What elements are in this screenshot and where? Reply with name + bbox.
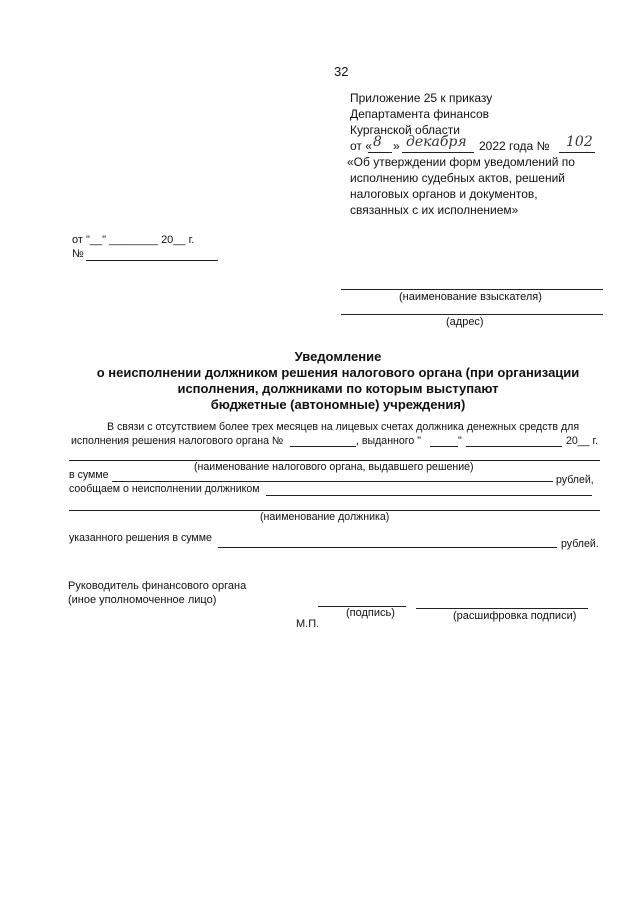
signature-decode-caption: (расшифровка подписи): [453, 610, 577, 622]
body-line1: В связи с отсутствием более трех месяцев на лицевых счетах должника денежных средств для: [107, 421, 580, 433]
body-line2-a: исполнения решения налогового органа №: [71, 435, 284, 447]
stamp-place: М.П.: [296, 618, 320, 630]
appendix-title-line2: исполнению судебных актов, решений: [350, 171, 565, 185]
handwritten-month: декабря: [406, 134, 467, 150]
heading-line2: о неисполнении должником решения налогового органа (при организации: [96, 365, 580, 380]
decision-number-line: [290, 446, 356, 447]
notify-label: сообщаем о неисполнении должником: [69, 483, 260, 495]
claimant-caption: (наименование взыскателя): [399, 291, 542, 303]
decision-sum-line: [218, 547, 557, 548]
order-number-underline: [559, 152, 595, 153]
appendix-title-line3: налоговых органов и документов,: [350, 187, 538, 201]
issue-day-line: [430, 446, 458, 447]
handwritten-order-number: 102: [566, 134, 593, 150]
signature-decode-line: [416, 608, 588, 609]
address-line: [341, 314, 603, 315]
appendix-title-line1: «Об утверждении форм уведомлений по: [347, 155, 575, 169]
appendix-quote-close: »: [393, 139, 400, 153]
handwritten-day: 8: [373, 134, 382, 150]
address-caption: (адрес): [446, 316, 484, 328]
day-underline: [368, 152, 392, 153]
body-line2-d: 20__ г.: [566, 435, 599, 447]
debtor-caption: (наименование должника): [260, 511, 390, 523]
appendix-line1: Приложение 25 к приказу: [350, 91, 493, 105]
tax-authority-caption: (наименование налогового органа, выдавшего решение): [194, 461, 474, 473]
sum-label: в сумме: [69, 469, 109, 481]
heading-line3: исполнения, должниками по которым выступают: [177, 381, 499, 396]
claimant-line: [341, 289, 603, 290]
signer-role-line2: (иное уполномоченное лицо): [68, 594, 217, 606]
decision-sum-label: указанного решения в сумме: [69, 532, 212, 544]
signature-caption: (подпись): [346, 607, 395, 619]
signer-role-line1: Руководитель финансового органа: [68, 580, 247, 592]
debtor-line-1: [266, 495, 592, 496]
heading-title: Уведомление: [294, 349, 382, 364]
outgoing-date: от "__" ________ 20__ г.: [72, 234, 195, 246]
appendix-line3: Курганской области: [350, 123, 460, 137]
sum-line: [112, 481, 553, 482]
outgoing-number-label: №: [72, 248, 84, 260]
heading-line4: бюджетные (автономные) учреждения): [210, 397, 466, 412]
body-line2-c: ": [458, 435, 462, 447]
appendix-title-line4: связанных с их исполнением»: [350, 203, 519, 217]
page-number: 32: [334, 64, 349, 79]
body-line2-b: , выданного ": [356, 435, 422, 447]
appendix-year: 2022 года №: [479, 139, 550, 153]
appendix-date-prefix: от «: [350, 139, 372, 153]
rubles-comma: рублей,: [556, 474, 594, 486]
outgoing-number-line: [86, 260, 218, 261]
issue-month-line: [466, 446, 562, 447]
appendix-line2: Департамента финансов: [350, 107, 490, 121]
rubles-dot: рублей.: [561, 538, 599, 550]
month-underline: [402, 152, 474, 153]
